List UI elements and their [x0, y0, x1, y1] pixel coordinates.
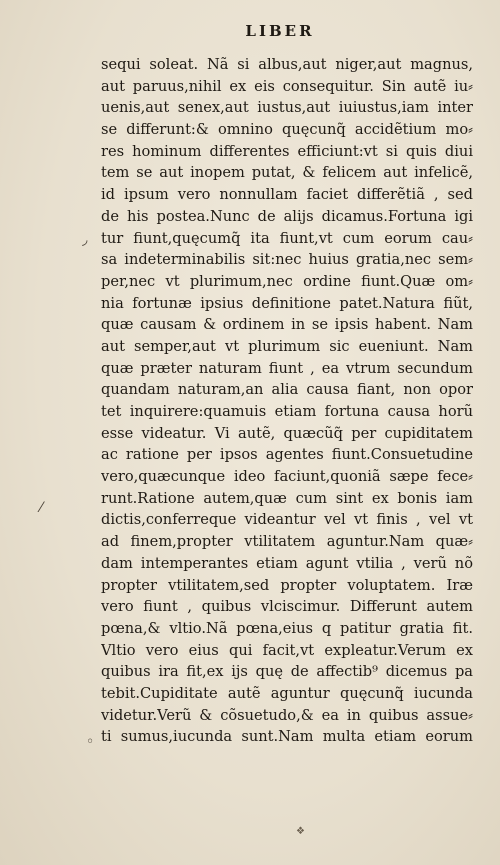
text-line: ad finem,propter vtilitatem aguntur.Nam quæ⸗ [101, 533, 473, 551]
text-line: id ipsum vero nonnullam faciet differẽtiã , sed [101, 186, 473, 204]
text-line: propter vtilitatem,sed propter voluptatem. Iræ [101, 576, 473, 594]
text-line: dictis,conferreque videantur vel vt finis , vel vt [101, 511, 473, 529]
running-head: LIBER [245, 22, 315, 40]
text-line: nia fortunæ ipsius definitione patet.Natura fiũt, [101, 294, 473, 312]
text-line: pœna,& vltio.Nã pœna,eius q patitur gratia fit. [101, 619, 473, 637]
margin-mark: ◞ [82, 232, 88, 248]
text-line: runt.Ratione autem,quæ cum sint ex bonis iam [101, 489, 473, 507]
text-line: aut paruus,nihil ex eis consequitur. Sin autẽ iu⸗ [101, 77, 473, 95]
text-line: aut semper,aut vt plurimum sic eueniunt. Nam [101, 337, 473, 355]
text-line: vero fiunt , quibus vlciscimur. Differunt autem [101, 598, 473, 616]
text-line: videtur.Verũ & cõsuetudo,& ea in quibus assue⸗ [101, 706, 473, 724]
text-line: tebit.Cupiditate autẽ aguntur quęcunq̃ iucunda [101, 684, 473, 702]
margin-mark: ⁄ [40, 500, 43, 516]
text-block [101, 54, 473, 748]
text-line: tet inquirere:quamuis etiam fortuna causa horũ [101, 403, 473, 420]
text-line: ti sumus,iucunda sunt.Nam multa etiam eorum [101, 728, 473, 746]
text-line: quæ præter naturam fiunt , ea vtrum secundum [101, 359, 473, 377]
text-line: vero,quæcunque ideo faciunt,quoniã sæpe fece⸗ [101, 468, 473, 486]
text-line: tur fiunt,quęcumq̃ ita fiunt,vt cum eorum cau⸗ [101, 229, 473, 247]
text-line: quæ causam & ordinem in se ipsis habent. Nam [101, 316, 473, 334]
margin-mark: ◦ [86, 734, 95, 750]
text-line: quandam naturam,an alia causa fiant, non opor [101, 381, 473, 399]
text-line: res hominum differentes efficiunt:vt si quis diui [101, 142, 473, 160]
text-line: sequi soleat. Nã si albus,aut niger,aut magnus, [101, 56, 473, 73]
text-line: tem se aut inopem putat, & felicem aut infelicẽ, [101, 164, 473, 182]
text-line: uenis,aut senex,aut iustus,aut iuiustus,iam inter [101, 99, 473, 117]
text-line: sa indeterminabilis sit:nec huius gratia,nec sem⸗ [101, 251, 473, 269]
text-line: ac ratione per ipsos agentes fiunt.Consuetudine [101, 446, 473, 464]
text-line: se differunt:& omnino quęcunq̃ accidẽtium mo⸗ [101, 121, 473, 139]
text-line: esse videatur. Vi autẽ, quæcũq̃ per cupiditatem [101, 424, 473, 442]
text-line: Vltio vero eius qui facit,vt expleatur.Verum ex [101, 641, 473, 659]
text-line: dam intemperantes etiam agunt vtilia , verũ nõ [101, 554, 473, 572]
text-line: de his postea.Nunc de alijs dicamus.Fortuna igi [101, 207, 473, 225]
text-line: per,nec vt plurimum,nec ordine fiunt.Quæ om⸗ [101, 272, 473, 290]
text-line: quibus ira fit,ex ijs quę de affectib⁹ dicemus pa [101, 663, 473, 681]
ornament-mark: ❖ [296, 826, 305, 837]
